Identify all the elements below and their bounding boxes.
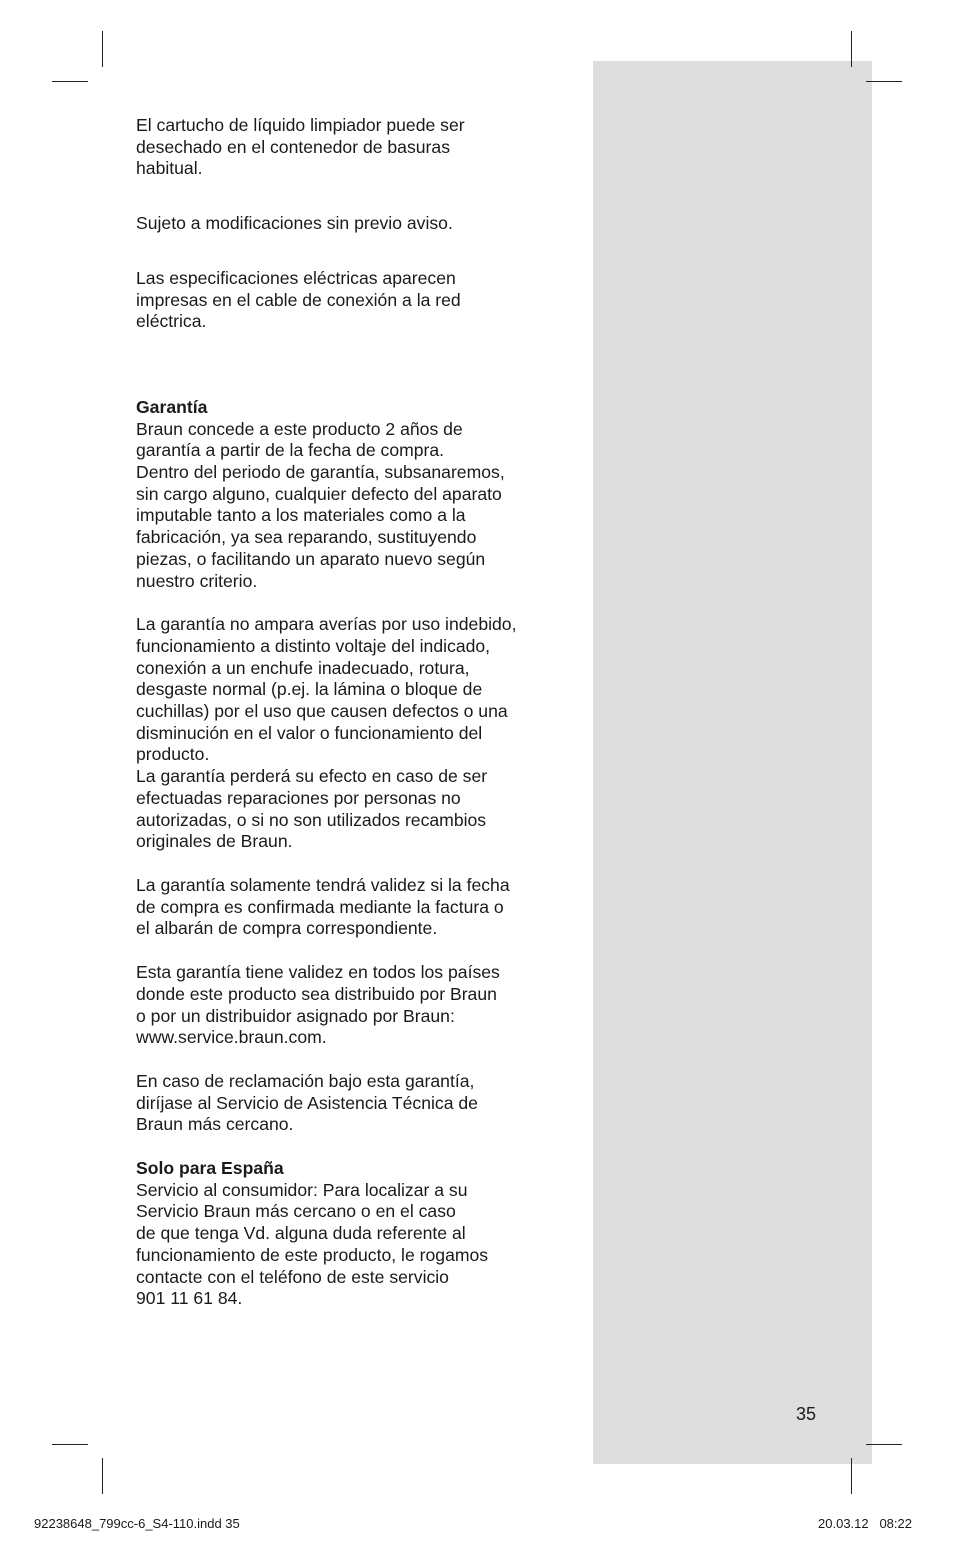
crop-mark-top-left-horizontal xyxy=(52,81,88,82)
warranty-paragraph-1: Braun concede a este producto 2 años de garantía a partir de la fecha de compra. Dentro del periodo de garantía, subsanaremos, sin cargo alguno, cualquier defecto del aparato imputable tanto a los materiales como a la fabricación, ya sea reparando, sustituyendo piezas, o facilitando un aparato nuevo según nuestro criterio. xyxy=(136,418,505,591)
warranty-paragraph-4: Esta garantía tiene validez en todos los países donde este producto sea distribuido por Braun o por un distribuidor asignado por Braun: www.service.braun.com. xyxy=(136,962,500,1048)
electrical-specs-paragraph: Las especificaciones eléctricas aparecen impresas en el cable de conexión a la red eléctrica. xyxy=(136,267,461,332)
crop-mark-top-right-horizontal xyxy=(866,81,902,82)
crop-mark-bottom-left-horizontal xyxy=(52,1444,88,1445)
crop-mark-bottom-left-vertical xyxy=(102,1458,103,1494)
print-slug-filename: 92238648_799cc-6_S4-110.indd 35 xyxy=(34,1516,240,1531)
print-slug-datetime: 20.03.12 08:22 xyxy=(818,1516,912,1531)
warranty-paragraph-3: La garantía solamente tendrá validez si la fecha de compra es confirmada mediante la factura o el albarán de compra correspondiente. xyxy=(136,874,510,939)
warranty-paragraph-5: En caso de reclamación bajo esta garantía, diríjase al Servicio de Asistencia Técnica de Braun más cercano. xyxy=(136,1070,478,1135)
crop-mark-bottom-right-horizontal xyxy=(866,1444,902,1445)
crop-mark-top-left-vertical xyxy=(102,31,103,67)
modifications-notice-paragraph: Sujeto a modificaciones sin previo aviso. xyxy=(136,213,453,234)
crop-mark-bottom-right-vertical xyxy=(851,1458,852,1494)
warranty-heading: Garantía xyxy=(136,396,208,417)
spain-service-paragraph: Servicio al consumidor: Para localizar a su Servicio Braun más cercano o en el caso de que tenga Vd. alguna duda referente al funcionamiento de este producto, le rogamos contacte con el teléfono de este servicio 901 11 61 84. xyxy=(136,1179,489,1309)
warranty-paragraph-2: La garantía no ampara averías por uso indebido, funcionamiento a distinto voltaje del indicado, conexión a un enchufe inadecuado, rotura, desgaste normal (p.ej. la lámina o bloque de cuchillas) por el uso que causen defectos o una disminución en el valor o funcionamiento del producto. La garantía perderá su efecto en caso de ser efectuadas reparaciones por personas no autorizadas, o si no son utilizados recambios originales de Braun. xyxy=(136,614,517,852)
gray-side-panel xyxy=(593,61,872,1464)
crop-mark-top-right-vertical xyxy=(851,31,852,67)
page-number: 35 xyxy=(796,1404,817,1424)
cartridge-disposal-paragraph: El cartucho de líquido limpiador puede ser desechado en el contenedor de basuras habitual. xyxy=(136,115,465,179)
spain-only-heading: Solo para España xyxy=(136,1158,284,1179)
main-text-column xyxy=(136,115,566,1310)
